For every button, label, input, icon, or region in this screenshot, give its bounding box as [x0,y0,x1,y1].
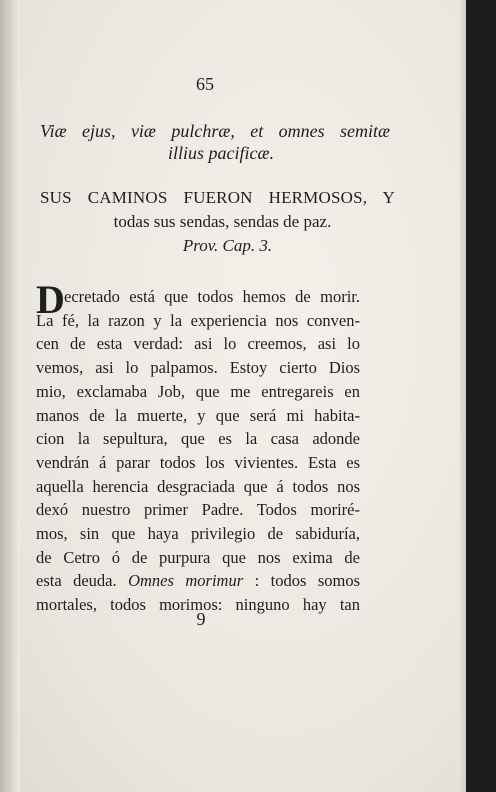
chapter-heading [40,186,395,258]
body-line: mio, exclamaba Job, que me entregareis en [36,381,360,401]
body-paragraph [36,285,360,617]
body-line: ecretado está que todos hemos de morir. [64,287,360,306]
body-line [36,569,360,593]
page-number: 65 [196,74,214,94]
body-line: de Cetro ó de purpura que nos exima de [36,547,360,567]
epigraph-line-1: Viæ ejus, viæ pulchræ, et omnes semitæ [40,121,390,141]
body-text-run: : todos somos [254,571,360,591]
body-line: manos de la muerte, y que será mi habita- [36,405,360,425]
latin-quote: Omnes morimur [128,571,244,591]
epigraph-line-2: illius pacificæ. [168,143,274,163]
heading-line-2: todas sus sendas, sendas de paz. [113,212,332,231]
latin-epigraph [40,120,390,164]
drop-cap-initial: D [36,277,65,322]
signature-mark: 9 [196,609,206,629]
heading-line-1: SUS CAMINOS FUERON HERMOSOS, Y [40,188,395,207]
body-line: cen de esta verdad: asi lo creemos, asi lo [36,334,360,354]
body-line: vendrán á parar todos los vivientes. Esta es [36,452,360,472]
body-line: dexó nuestro primer Padre. Todos moriré- [36,500,360,520]
page-gutter [0,0,20,792]
page-edge-shadow [460,0,466,792]
body-line: aquella herencia desgraciada que á todos nos [36,476,360,496]
body-text-run: esta deuda. [36,571,117,591]
body-line: mortales, todos morimos: ninguno hay tan [36,595,360,615]
body-line: cion la sepultura, que es la casa adonde [36,429,360,449]
body-line: La fé, la razon y la experiencia nos conven- [36,310,360,330]
body-line: mos, sin que haya privilegio de sabiduría, [36,524,360,544]
heading-citation: Prov. Cap. 3. [182,236,273,255]
body-line: vemos, asi lo palpamos. Estoy cierto Dios [36,358,360,378]
